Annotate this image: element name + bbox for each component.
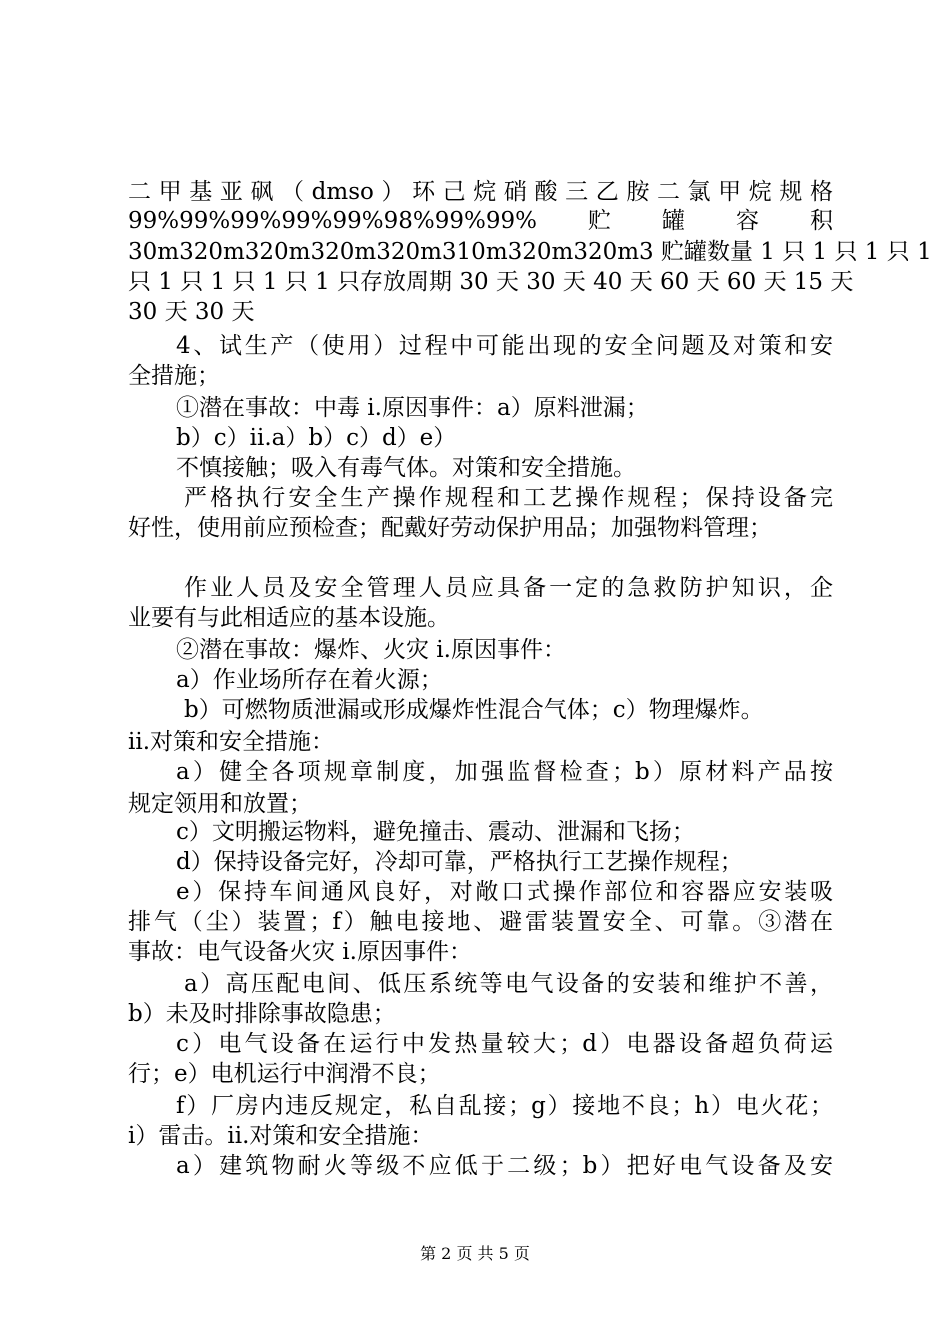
text-line: ii.对策和安全措施： <box>128 729 335 755</box>
text-line: c）文明搬运物料，避免撞击、震动、泄漏和飞扬； <box>176 819 695 845</box>
text-line: 二甲基亚砜（dmso）环己烷硝酸三乙胺二氯甲烷规格 <box>128 179 833 205</box>
text-line: 只 1 只 1 只 1 只 1 只存放周期 30 天 30 天 40 天 60 天 60 天 15 天 <box>128 269 854 295</box>
text-line: 不慎接触；吸入有毒气体。对策和安全措施。 <box>176 455 636 481</box>
text-line: ②潜在事故：爆炸、火灾 i.原因事件： <box>176 637 566 663</box>
text-line: a）作业场所存在着火源； <box>176 667 443 693</box>
text-line: 30 天 30 天 <box>128 299 255 325</box>
text-line: 99%99%99%99%99%98%99%99% 贮 罐 容 积 <box>128 208 833 234</box>
text-line: c）电气设备在运行中发热量较大；d）电器设备超负荷运 <box>176 1031 833 1057</box>
text-line: e）保持车间通风良好，对敞口式操作部位和容器应安装吸 <box>176 879 833 905</box>
text-line: ①潜在事故：中毒 i.原因事件：a）原料泄漏； <box>176 395 649 421</box>
text-line: 规定领用和放置； <box>128 791 312 817</box>
text-line: 行；e）电机运行中润滑不良； <box>128 1061 441 1087</box>
text-line: a）健全各项规章制度，加强监督检查；b）原材料产品按 <box>176 759 833 785</box>
text-line: 30m320m320m320m320m310m320m320m3 贮罐数量 1 只 1 只 1 只 1 <box>128 239 932 265</box>
text-line: 全措施； <box>128 363 220 389</box>
text-line: b）未及时排除事故隐患； <box>128 1001 396 1027</box>
text-line: 严格执行安全生产操作规程和工艺操作规程；保持设备完 <box>184 485 833 511</box>
text-line: i）雷击。ii.对策和安全措施： <box>128 1123 434 1149</box>
page-footer: 第 2 页 共 5 页 <box>420 1244 530 1263</box>
text-line: 4、试生产（使用）过程中可能出现的安全问题及对策和安 <box>176 333 833 359</box>
text-line: 作业人员及安全管理人员应具备一定的急救防护知识，企 <box>184 575 833 601</box>
text-line: b）c）ii.a）b）c）d）e） <box>176 425 457 451</box>
text-line: 业要有与此相适应的基本设施。 <box>128 605 450 631</box>
text-line: 排气（尘）装置；f）触电接地、避雷装置安全、可靠。③潜在 <box>128 909 833 935</box>
text-line: 好性，使用前应预检查；配戴好劳动保护用品；加强物料管理； <box>128 515 772 541</box>
text-line: 事故：电气设备火灾 i.原因事件： <box>128 939 472 965</box>
text-line: a）建筑物耐火等级不应低于二级；b）把好电气设备及安 <box>176 1153 833 1179</box>
text-line: f）厂房内违反规定，私自乱接；g）接地不良；h）电火花； <box>176 1093 833 1119</box>
text-line: d）保持设备完好，冷却可靠，严格执行工艺操作规程； <box>176 849 743 875</box>
text-line: b）可燃物质泄漏或形成爆炸性混合气体；c）物理爆炸。 <box>184 697 764 723</box>
text-line: a）高压配电间、低压系统等电气设备的安装和维护不善， <box>184 971 833 997</box>
